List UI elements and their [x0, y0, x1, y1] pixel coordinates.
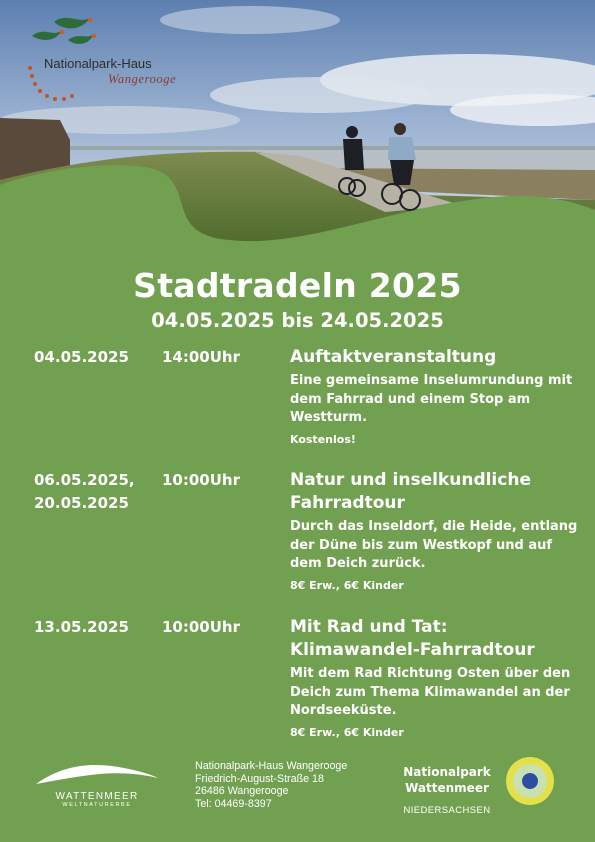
event-description: Mit dem Rad Richtung Osten über den Deich zum Thema Klimawandel an der Nordseeküste. — [290, 666, 571, 718]
event-title: Mit Rad und Tat: Klimawandel-Fahrradtour — [290, 617, 535, 660]
event-title: Natur und inselkundliche Fahrradtour — [290, 470, 531, 513]
event-time: 10:00Uhr — [162, 471, 241, 489]
event-price: 8€ Erw., 6€ Kinder — [290, 578, 404, 592]
event-description: Durch das Inseldorf, die Heide, entlang der Düne bis zum Westkopf und auf dem Deich zurück. — [290, 519, 578, 571]
address-line: Nationalpark-Haus Wangerooge — [195, 760, 348, 772]
address-block — [195, 760, 347, 810]
event-time: 14:00Uhr — [162, 348, 241, 366]
nationalpark-name — [395, 764, 499, 796]
event-date: 13.05.2025 — [34, 618, 129, 636]
event-time: 10:00Uhr — [162, 618, 241, 636]
logo-name: Nationalpark-Haus — [44, 56, 152, 71]
nationalpark-state: NIEDERSACHSEN — [403, 805, 491, 816]
nationalpark-line: Wattenmeer — [405, 781, 489, 795]
wattenmeer-name: WATTENMEER — [55, 791, 139, 802]
event-date: 04.05.2025 — [34, 348, 129, 366]
address-line: 26486 Wangerooge — [195, 785, 289, 797]
event-title: Auftaktveranstaltung — [290, 347, 497, 367]
nationalpark-line: Nationalpark — [403, 765, 491, 779]
event-date: 06.05.2025, 20.05.2025 — [34, 471, 135, 512]
phone-number: Tel: 04469-8397 — [195, 797, 272, 810]
wattenmeer-subtitle: WELTNATURERBE — [62, 802, 132, 808]
address-line: Friedrich-August-Straße 18 — [195, 772, 324, 785]
date-range: 04.05.2025 bis 24.05.2025 — [151, 309, 444, 332]
event-price: Kostenlos! — [290, 432, 356, 446]
event-description: Eine gemeinsame Inselumrundung mit dem Fahrrad und einem Stop am Westturm. — [290, 373, 573, 425]
logo-subtitle: Wangerooge — [108, 72, 177, 86]
event-price: 8€ Erw., 6€ Kinder — [290, 725, 404, 739]
circle-badge-icon — [505, 756, 555, 806]
wave-icon — [34, 760, 160, 790]
page-title: Stadtradeln 2025 — [133, 266, 462, 305]
